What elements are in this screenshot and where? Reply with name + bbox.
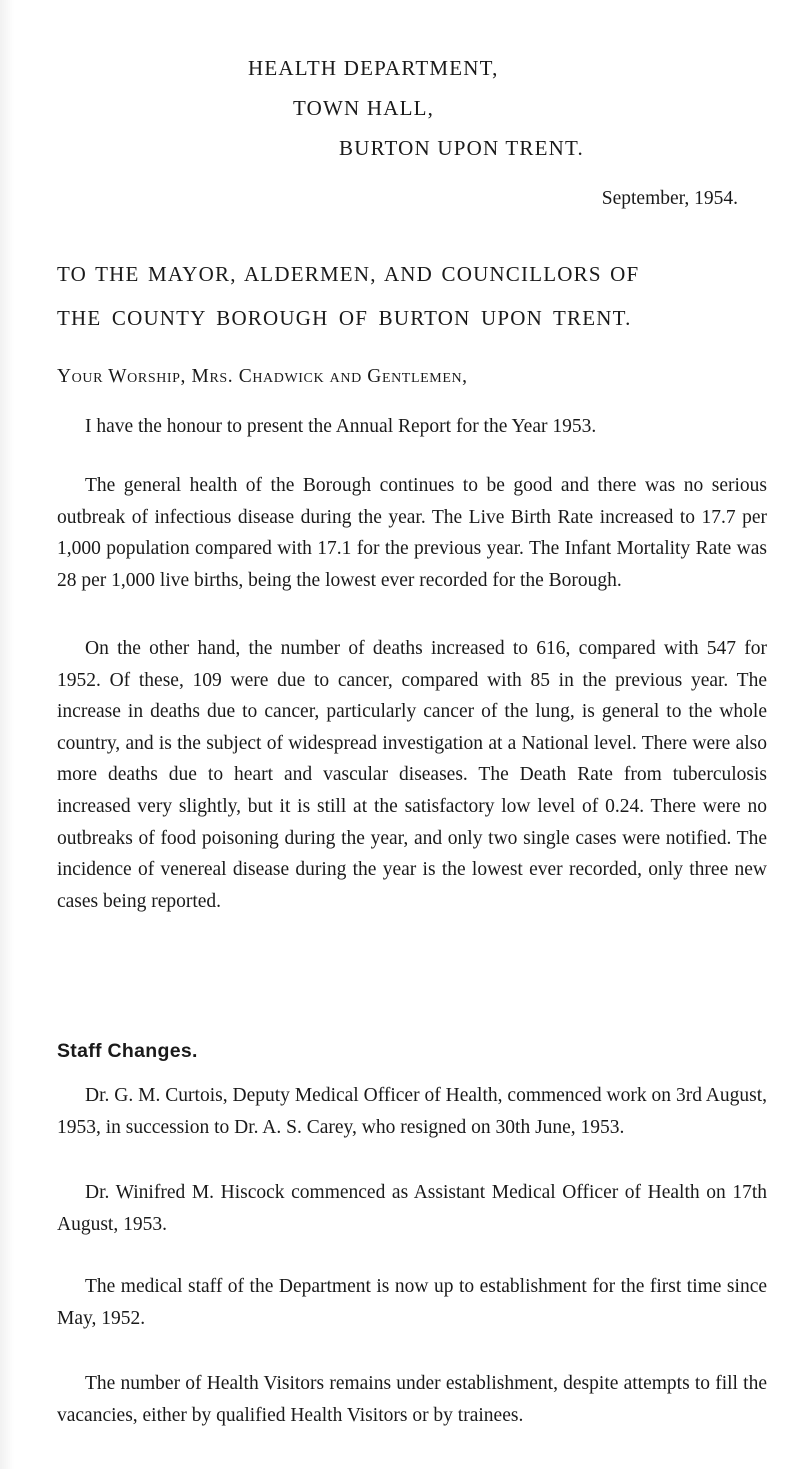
salutation: Your Worship, Mrs. Chadwick and Gentlemen, (57, 366, 468, 387)
paragraph-deputy-moh: Dr. G. M. Curtois, Deputy Medical Officer of Health, commenced work on 3rd August, 1953, in succession to Dr. A. S. Carey, who resigned on 30th June, 1953. (57, 1085, 767, 1138)
section-title-staff-changes: Staff Changes. (57, 1040, 198, 1062)
page-binding-edge (0, 0, 14, 1469)
addressee-line-1: TO THE MAYOR, ALDERMEN, AND COUNCILLORS OF (57, 262, 640, 286)
paragraph-health-visitors: The number of Health Visitors remains under establishment, despite attempts to fill the vacancies, either by qualified Health Visitors or by trainees. (57, 1373, 767, 1426)
letterhead-department: HEALTH DEPARTMENT, (248, 56, 499, 80)
letter-date: September, 1954. (601, 188, 738, 209)
paragraph-deaths: On the other hand, the number of deaths increased to 616, compared with 547 for 1952. Of these, 109 were due to cancer, compared with 85 in the previous year. The increase in deaths due to cancer, particularly cancer of the lung, is general to the whole country, and is the subject of widespread investigation at a National level. There were also more deaths due to heart and vascular diseases. The Death Rate from tuberculosis increased very slightly, but it is still at the satisfactory low level of 0.24. There were no outbreaks of food poisoning during the year, and only two single cases were notified. The incidence of venereal disease during the year is the lowest ever recorded, only three new cases being reported. (57, 638, 767, 912)
paragraph-medical-staff: The medical staff of the Department is now up to establishment for the first time since May, 1952. (57, 1276, 767, 1329)
letterhead-town-hall: TOWN HALL, (293, 96, 435, 120)
letterhead-town: BURTON UPON TRENT. (339, 136, 584, 160)
addressee-line-2: THE COUNTY BOROUGH OF BURTON UPON TRENT. (57, 306, 632, 330)
paragraph-assistant-moh: Dr. Winifred M. Hiscock commenced as Assistant Medical Officer of Health on 17th August, 1953. (57, 1182, 767, 1235)
paragraph-intro: I have the honour to present the Annual Report for the Year 1953. (85, 416, 597, 437)
paragraph-general-health: The general health of the Borough continues to be good and there was no serious outbreak of infectious disease during the year. The Live Birth Rate increased to 17.7 per 1,000 population compared with 17.1 for the previous year. The Infant Mortality Rate was 28 per 1,000 live births, being the lowest ever recorded for the Borough. (57, 475, 767, 591)
